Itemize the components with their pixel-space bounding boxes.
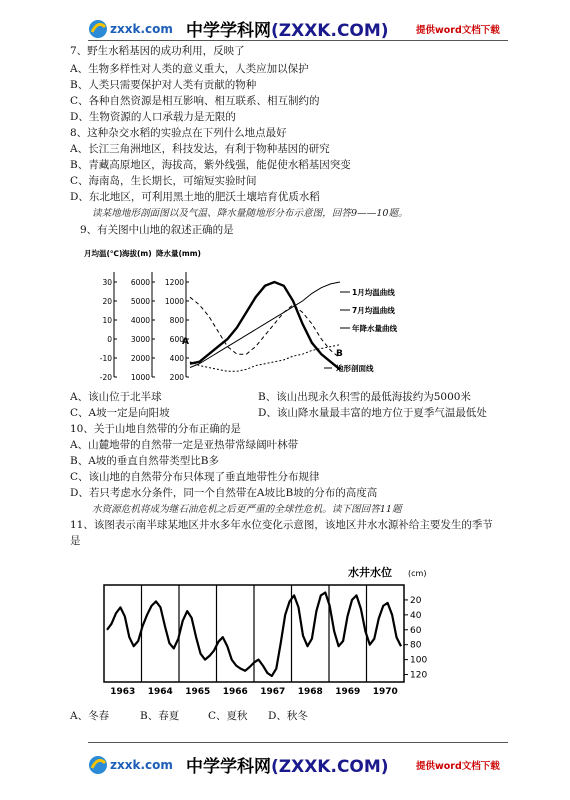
q10-option-b: B、A坡的垂直自然带类型比B多 — [70, 455, 220, 467]
axis-label-precip: 降水量(mm) — [156, 249, 201, 258]
tick-label: 1200 — [164, 278, 184, 287]
q8-option-c: C、海南岛，生长期长，可缩短实验时间 — [70, 175, 257, 187]
q10-option-d: D、若只考虑水分条件，同一个自然带在A坡比B坡的分布的高度高 — [70, 487, 378, 499]
legend-terrain: 地形剖面线 — [336, 364, 374, 373]
q7-option-a: A、生物多样性对人类的意义重大，人类应加以保护 — [70, 63, 309, 75]
year-label: 1965 — [185, 687, 211, 697]
q7-option-d: D、生物资源的人口承载力是无限的 — [70, 111, 236, 123]
terrain-climate-chart — [84, 242, 424, 387]
tick-label: 100 — [410, 655, 428, 666]
q11-option-d: D、秋冬 — [268, 710, 308, 722]
chart2-title: 水井水位 — [348, 566, 392, 579]
axis-label-elev: 海拔(m) — [122, 249, 152, 258]
tick-label: 5000 — [130, 297, 150, 306]
q9-option-c: C、A坡一定是向阳坡 — [70, 407, 170, 419]
intro-11: 水资源危机将成为继石油危机之后更严重的全球性危机。读下图回答11题 — [92, 504, 402, 515]
footer-logo-text: zxxk.com — [110, 758, 173, 772]
footer-rule — [88, 742, 508, 743]
tick-label: 2000 — [130, 354, 150, 363]
year-label: 1970 — [372, 687, 398, 697]
tick-label: 4000 — [130, 316, 150, 325]
year-label: 1969 — [335, 687, 361, 697]
q7-option-b: B、人类只需要保护对人类有贡献的物种 — [70, 79, 257, 91]
q11-text: 11、该图表示南半球某地区井水多年水位变化示意图，该地区井水水源补给主要发生的季节 — [70, 519, 493, 531]
q10-option-c: C、该山地的自然带分布只体现了垂直地带性分布规律 — [70, 471, 320, 483]
q7-option-c: C、各种自然资源是相互影响、相互联系、相互制约的 — [70, 95, 320, 107]
year-label: 1968 — [297, 687, 323, 697]
header-rule — [88, 40, 508, 41]
zxxk-logo — [88, 16, 176, 42]
chart2-unit: (cm) — [408, 569, 427, 578]
year-label: 1964 — [147, 687, 173, 697]
tick-label: 60 — [410, 625, 422, 636]
q8-option-d: D、东北地区，可利用黑土地的肥沃土壤培育优质水稻 — [70, 191, 320, 203]
tick-label: -10 — [99, 354, 112, 363]
footer-title: 中学学科网(ZXXK.COM) — [186, 757, 389, 777]
tick-label: 0 — [107, 335, 112, 344]
series-line — [190, 282, 340, 368]
tick-label: 1000 — [130, 373, 150, 382]
tick-label: 3000 — [130, 335, 150, 344]
year-label: 1967 — [260, 687, 286, 697]
tick-label: 800 — [169, 316, 184, 325]
footer-download-link[interactable]: 提供word文档下载 — [416, 761, 500, 772]
q10-text: 10、关于山地自然带的分布正确的是 — [70, 423, 241, 435]
tick-label: 600 — [169, 335, 184, 344]
header-download-link[interactable]: 提供word文档下载 — [416, 25, 500, 36]
q8-option-b: B、青藏高原地区，海拔高，紫外线强，能促使水稻基因突变 — [70, 159, 351, 171]
page-footer — [0, 748, 570, 782]
intro-9-10: 读某地地形剖面图以及气温、降水量随地形分布示意图，回答9——10题。 — [92, 208, 408, 219]
tick-label: 1000 — [164, 297, 184, 306]
header-title: 中学学科网(ZXXK.COM) — [186, 21, 389, 41]
q8-option-a: A、长江三角洲地区，科技发达，有利于物种基因的研究 — [70, 143, 330, 155]
tick-label: 200 — [169, 373, 184, 382]
q11-option-a: A、冬春 — [70, 710, 110, 722]
tick-label: 40 — [410, 610, 422, 621]
q9-text: 9、有关图中山地的叙述正确的是 — [80, 224, 234, 236]
logo-text: zxxk.com — [110, 22, 173, 36]
well-water-level-chart — [96, 560, 456, 705]
axis-label-temp: 月均温(℃) — [84, 249, 123, 258]
year-label: 1963 — [110, 687, 136, 697]
q7-text: 7、野生水稻基因的成功利用，反映了 — [70, 45, 245, 57]
q11-option-b: B、春夏 — [140, 710, 180, 722]
q11-text-cont: 是 — [70, 535, 81, 547]
tick-label: 10 — [102, 316, 112, 325]
point-a: A — [182, 337, 189, 347]
zxxk-logo-footer — [88, 752, 176, 778]
tick-label: 400 — [169, 354, 184, 363]
q9-option-b: B、该山出现永久积雪的最低海拔约为5000米 — [258, 391, 471, 403]
legend-precip: 年降水量曲线 — [352, 324, 397, 333]
point-b: B — [336, 349, 343, 359]
tick-label: -20 — [99, 373, 112, 382]
q8-text: 8、这种杂交水稻的实验点在下列什么地点最好 — [70, 127, 287, 139]
year-label: 1966 — [222, 687, 248, 697]
q10-option-a: A、山麓地带的自然带一定是亚热带常绿阔叶林带 — [70, 439, 299, 451]
tick-label: 20 — [410, 595, 422, 606]
tick-label: 30 — [102, 278, 112, 287]
legend-jul: 7月均温曲线 — [352, 306, 395, 315]
legend-jan: 1月均温曲线 — [352, 288, 395, 297]
tick-label: 120 — [410, 670, 428, 681]
tick-label: 20 — [102, 297, 112, 306]
q9-option-d: D、该山降水量最丰富的地方位于夏季气温最低处 — [258, 407, 487, 419]
q9-option-a: A、该山位于北半球 — [70, 391, 162, 403]
tick-label: 80 — [410, 640, 422, 651]
tick-label: 6000 — [130, 278, 150, 287]
q11-option-c: C、夏秋 — [208, 710, 248, 722]
